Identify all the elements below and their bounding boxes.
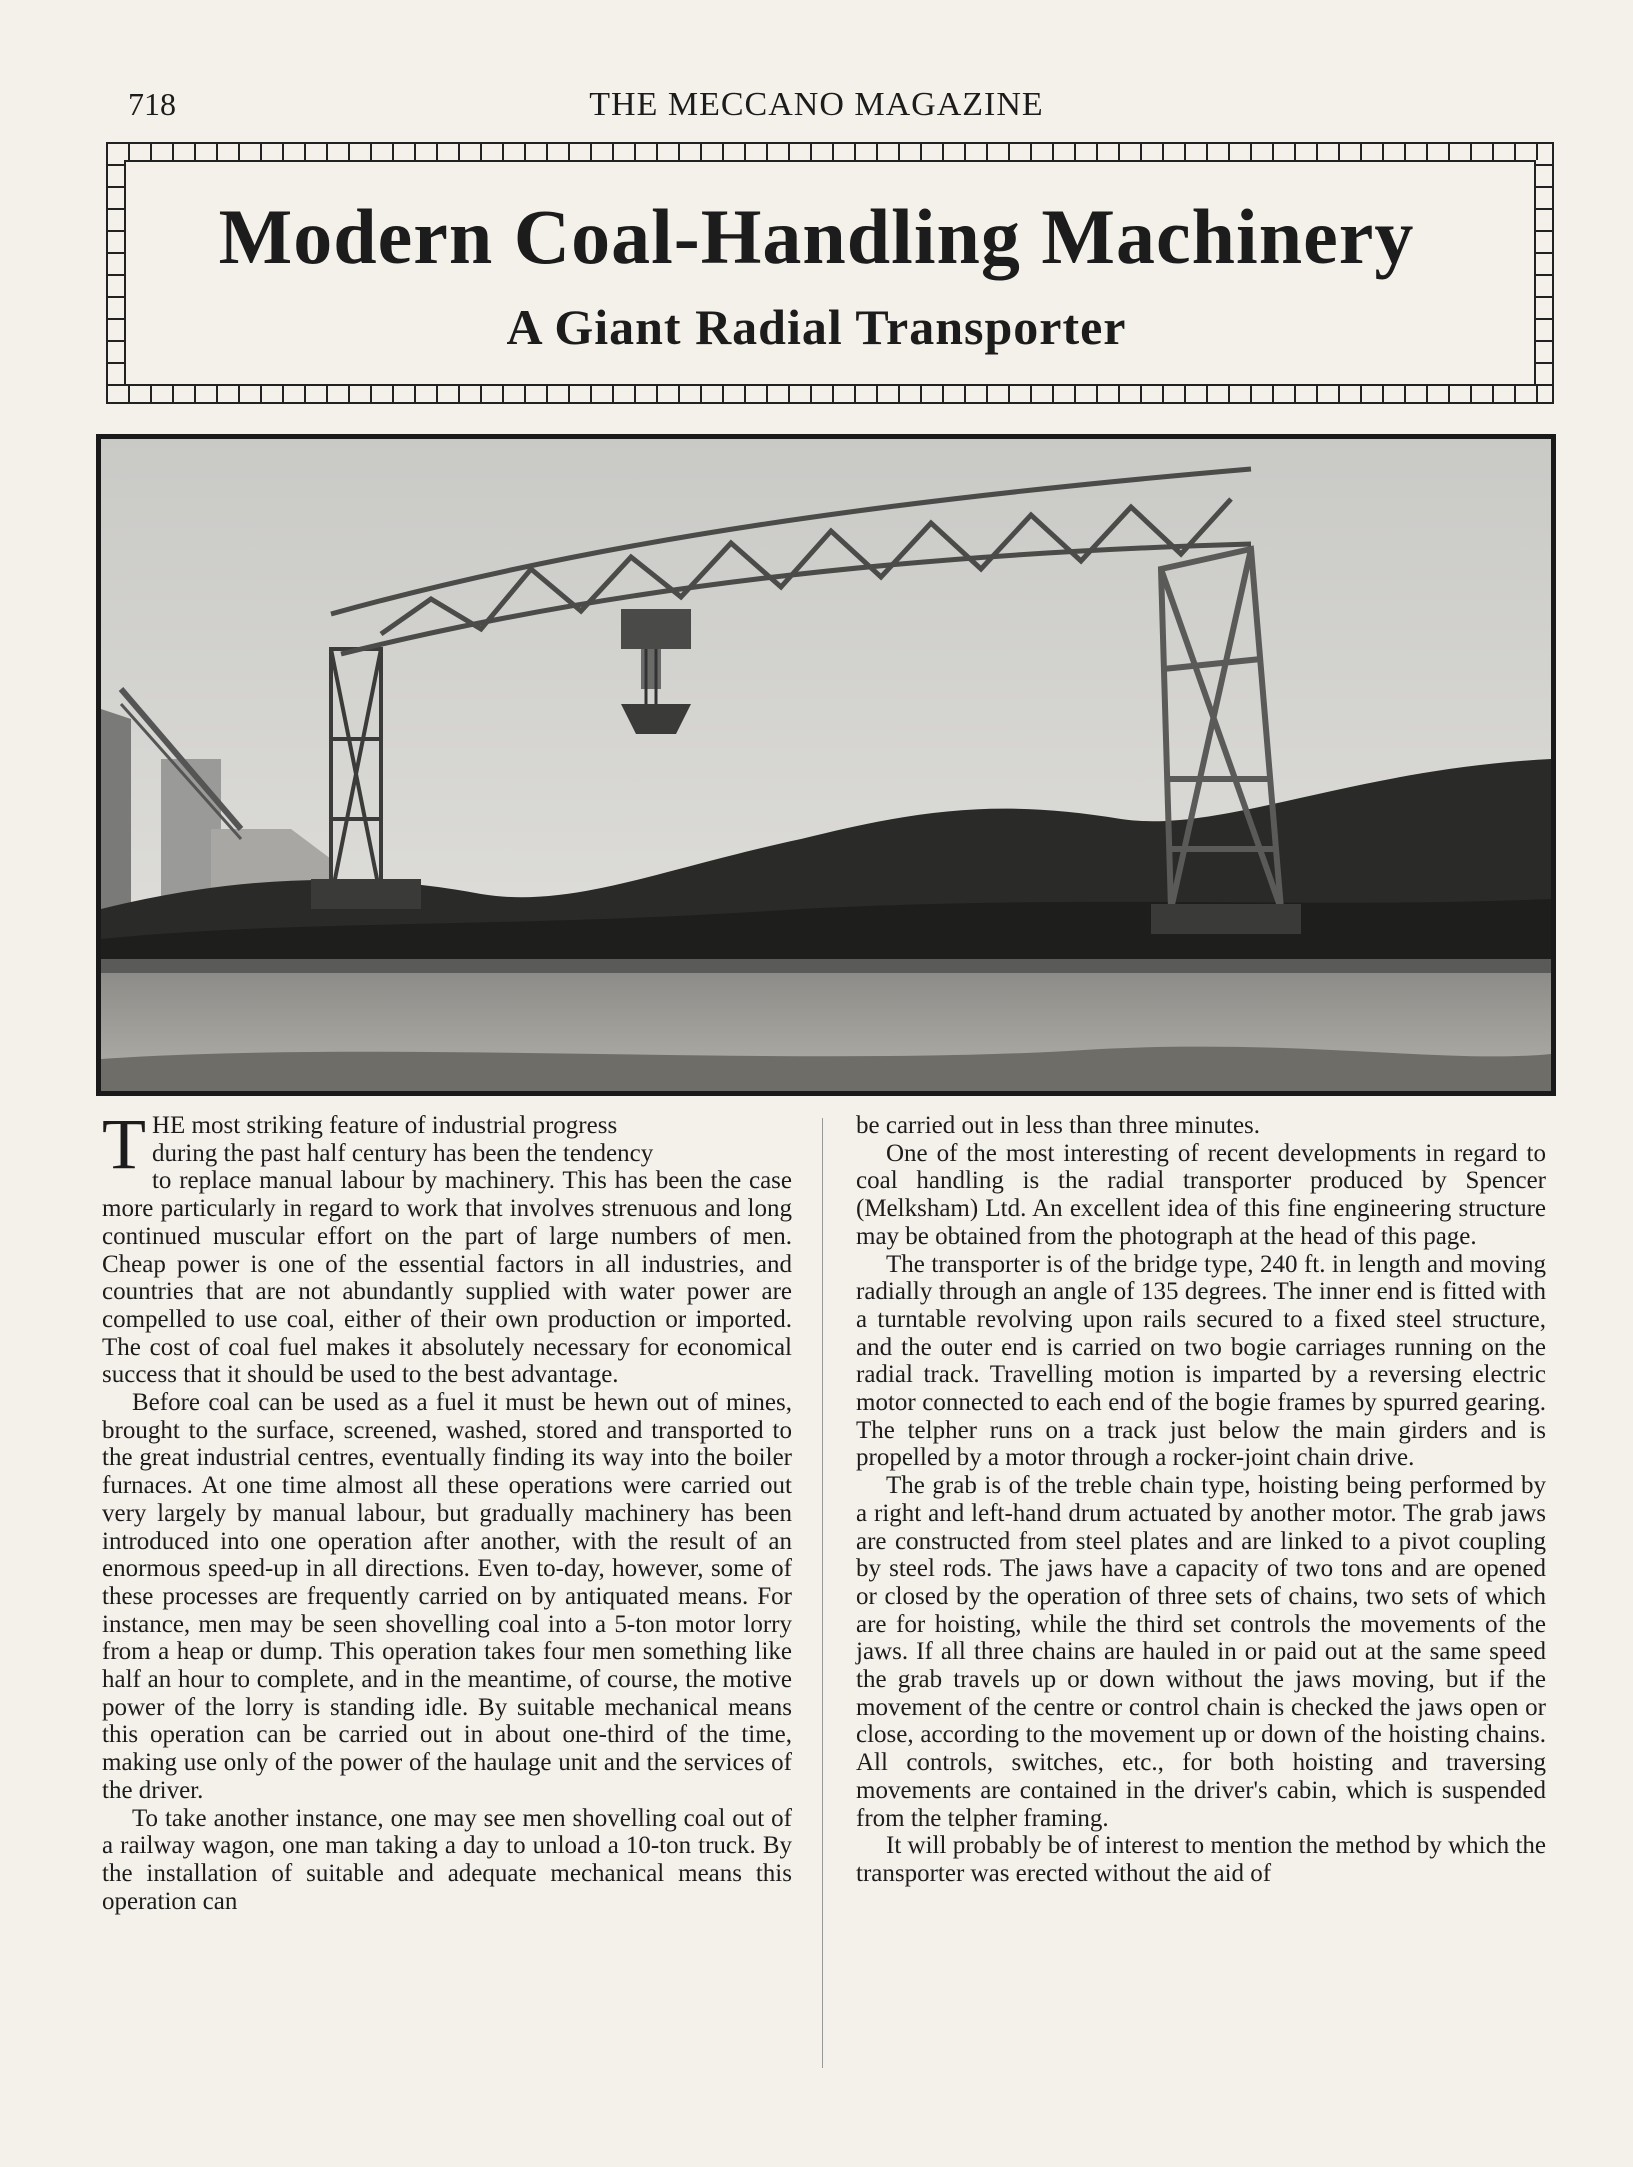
p1-line-3: to replace manual labour by machinery. This has [151, 1167, 648, 1195]
paragraph-3: To take another instance, one may see men shovelling coal out of a railway wagon, one man taking a day to unload a 10-ton truck. By the installation of suitable and adequate mechanical means this operation can [102, 1804, 792, 1915]
paragraph-6: The grab is of the treble chain type, hoisting being performed by a right and left-hand drum actuated by another motor. The grab jaws are constructed from steel plates and are linked to a pivot coupling by steel rods. The jaws have a capacity of two tons and are opened or closed by the operation of three sets of chains, two sets of which are for hoisting, while the third set controls the movements of the jaws. If all three chains are hauled in or paid out at the same speed the grab travels up or down without the jaws moving, but if the movement of the centre or control chain is checked the jaws open or close, according to the movement up or down of the hoisting chains. All controls, switches, etc., for both hoisting and traversing movements are contained in the driver's cabin, which is suspended from the telpher framing. [856, 1472, 1546, 1832]
paragraph-7: It will probably be of interest to mention the method by which the transporter was erected without the aid of [856, 1832, 1546, 1887]
article-subtitle: A Giant Radial Transporter [506, 299, 1127, 355]
title-frame-bottom [106, 386, 1554, 404]
column-divider [822, 1118, 823, 2068]
paragraph-4: One of the most interesting of recent developments in regard to coal handling is the radial transporter produced by Spencer (Melksham) Ltd. An excellent idea of this fine engineering structure may be obtained from the photograph at the head of this page. [856, 1139, 1546, 1250]
photograph-radial-transporter-gantry-icon [101, 439, 1551, 1091]
running-head: THE MECCANO MAGAZINE [589, 86, 1044, 123]
paragraph-2: Before coal can be used as a fuel it must be hewn out of mines, brought to the surface, screened, washed, stored and transported to the great industrial centres, eventually finding its way into the boiler furnaces. At one time almost all these operations were carried out very largely by manual labour, but gradually machinery has been introduced into one operation after another, with the result of an enormous speed-up in all directions. Even to-day, however, some of these processes are frequently carried on by antiquated means. For instance, men may be seen shovelling coal into a 5-ton motor lorry from a heap or dump. This operation takes four men something like half an hour to complete, and in the meantime, of course, the motive power of the lorry is standing idle. By suitable mechanical means this operation can be carried out in about one-third of the time, making use only of the power of the haulage unit and the services of the driver. [102, 1389, 792, 1804]
p1-first-line: HE most striking feature of industrial progress [151, 1112, 618, 1139]
paragraph-1 [102, 1104, 792, 1389]
paragraph-3-continued: be carried out in less than three minutes. [856, 1112, 1261, 1139]
p1-rest: been the case more particularly in regard to work that involves strenuous and long continued muscular effort on the part of large numbers of men. Cheap power is one of the essential factors in all industries, and countries that are not abundantly supplied with water power are compelled to use coal, either of their own production or imported. The cost of coal fuel makes it absolutely necessary for economical success that it should be used to the best advantage. [102, 1167, 792, 1389]
paragraph-5: The transporter is of the bridge type, 240 ft. in length and moving radially through an angle of 135 degrees. The inner end is fitted with a turntable revolving upon rails secured to a fixed steel structure, and the outer end is carried on two bogie carriages running on the radial track. Travelling motion is imparted by a reversing electric motor connected to each end of the bogie frames by spurred gearing. The telpher runs on a track just below the main girders and is propelled by a motor through a rocker-joint chain drive. [856, 1250, 1546, 1472]
column-right [856, 1112, 1546, 2072]
article-title: Modern Coal-Handling Machinery [218, 193, 1415, 280]
column-left [102, 1104, 792, 2072]
drop-cap: T [102, 1104, 146, 1184]
transporter-photo [96, 434, 1556, 1096]
p1-line-2: during the past half century has been the tendency [151, 1139, 654, 1167]
title-frame-top [106, 142, 1554, 160]
page-number: 718 [128, 86, 176, 122]
